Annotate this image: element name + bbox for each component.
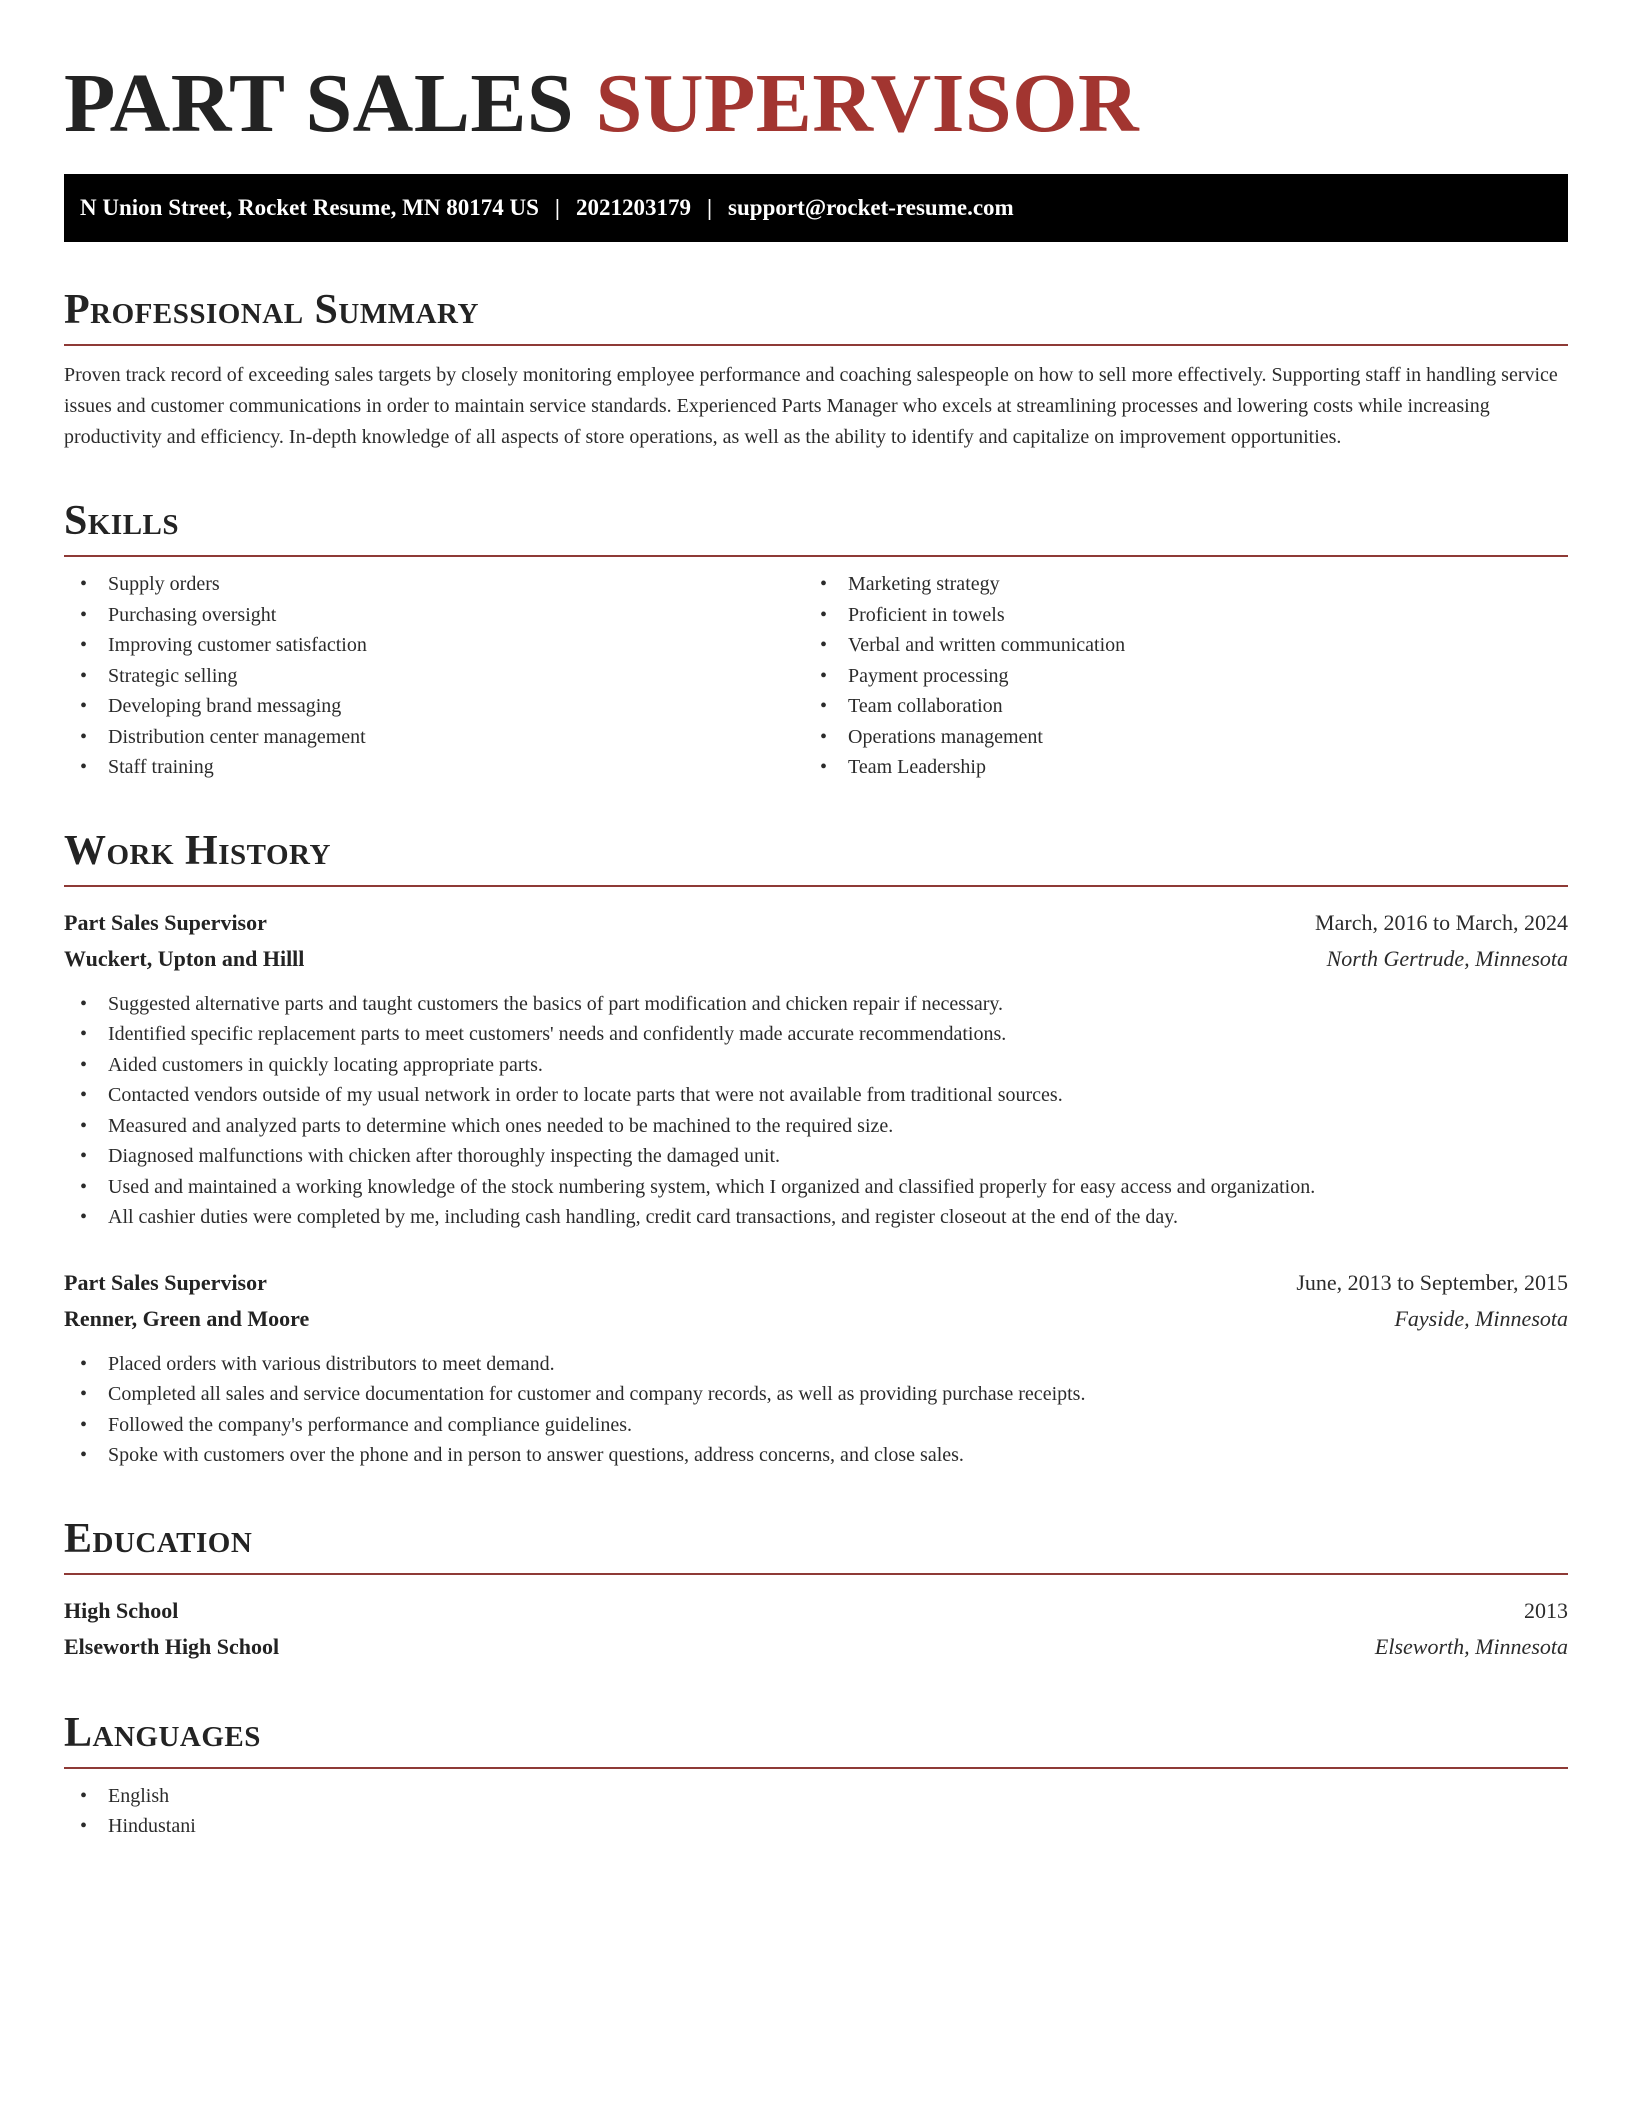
- education-entry: [64, 1593, 1568, 1665]
- skill-item: • Payment processing: [804, 661, 1544, 692]
- job-bullet: • Spoke with customers over the phone and in person to answer questions, address concerns, and close sales.: [64, 1440, 1568, 1471]
- skill-item: • Operations management: [804, 722, 1544, 753]
- job-location: North Gertrude, Minnesota: [1326, 945, 1568, 971]
- skill-item: • Purchasing oversight: [64, 600, 804, 631]
- contact-phone: 2021203179: [575, 195, 691, 220]
- skill-item: • Developing brand messaging: [64, 691, 804, 722]
- contact-email: support@rocket-resume.com: [728, 195, 1014, 220]
- education-school: Elseworth High School: [64, 1633, 280, 1659]
- section-title-languages: Languages: [64, 1709, 1568, 1769]
- job-dates: June, 2013 to September, 2015: [1296, 1269, 1568, 1295]
- skill-item: • Distribution center management: [64, 722, 804, 753]
- education-header-row: [64, 1593, 1568, 1629]
- job-company: Renner, Green and Moore: [64, 1305, 310, 1331]
- section-title-skills: Skills: [64, 497, 1568, 557]
- job-bullets: [64, 989, 1568, 1233]
- education-year: 2013: [1524, 1597, 1568, 1623]
- name-accent: SUPERVISOR: [595, 57, 1140, 150]
- skill-item: • Improving customer satisfaction: [64, 630, 804, 661]
- skills-section: [64, 497, 1568, 783]
- job-bullet: • Followed the company's performance and compliance guidelines.: [64, 1410, 1568, 1441]
- job-role: Part Sales Supervisor: [64, 909, 267, 935]
- contact-bar: [64, 174, 1568, 242]
- education-degree: High School: [64, 1597, 179, 1623]
- job-bullet: • Used and maintained a working knowledge of the stock numbering system, which I organized and classified properly for easy access and organization.: [64, 1172, 1568, 1203]
- skill-item: • Proficient in towels: [804, 600, 1544, 631]
- job-company: Wuckert, Upton and Hilll: [64, 945, 305, 971]
- work-history-section: [64, 827, 1568, 1471]
- job-entry: [64, 905, 1568, 1233]
- name-main: PART SALES: [64, 57, 575, 150]
- skills-list-left: [64, 569, 804, 783]
- skill-item: • Marketing strategy: [804, 569, 1544, 600]
- resume-name: [64, 56, 1568, 152]
- languages-list: [64, 1781, 1568, 1842]
- contact-address: N Union Street, Rocket Resume, MN 80174 US: [80, 195, 539, 220]
- summary-section: [64, 286, 1568, 453]
- skill-item: • Staff training: [64, 752, 804, 783]
- job-bullet: • Diagnosed malfunctions with chicken after thoroughly inspecting the damaged unit.: [64, 1141, 1568, 1172]
- job-location: Fayside, Minnesota: [1394, 1305, 1568, 1331]
- job-company-row: [64, 941, 1568, 977]
- section-title-work-history: Work History: [64, 827, 1568, 887]
- job-bullet: • Identified specific replacement parts to meet customers' needs and confidently made accurate recommendations.: [64, 1019, 1568, 1050]
- skill-item: • Strategic selling: [64, 661, 804, 692]
- job-bullet: • Suggested alternative parts and taught customers the basics of part modification and chicken repair if necessary.: [64, 989, 1568, 1020]
- job-bullet: • Placed orders with various distributors to meet demand.: [64, 1349, 1568, 1380]
- job-company-row: [64, 1301, 1568, 1337]
- contact-separator: |: [554, 195, 560, 220]
- skills-list-right: [804, 569, 1544, 783]
- skills-columns: [64, 557, 1568, 783]
- skill-item: • Team Leadership: [804, 752, 1544, 783]
- contact-separator: |: [706, 195, 713, 220]
- summary-text: Proven track record of exceeding sales targets by closely monitoring employee performance and coaching salespeople on how to sell more effectively. Supporting staff in handling service issues and customer communications in order to maintain service standards. Experienced Parts Manager who excels at streamlining processes and lowering costs while increasing productivity and efficiency. In-depth knowledge of all aspects of store operations, as well as the ability to identify and capitalize on improvement opportunities.: [64, 364, 1558, 448]
- job-bullet: • Aided customers in quickly locating appropriate parts.: [64, 1050, 1568, 1081]
- language-item: • English: [64, 1781, 1568, 1812]
- job-role: Part Sales Supervisor: [64, 1269, 267, 1295]
- skill-item: • Team collaboration: [804, 691, 1544, 722]
- languages-section: [64, 1709, 1568, 1842]
- job-bullets: [64, 1349, 1568, 1471]
- job-dates: March, 2016 to March, 2024: [1315, 909, 1568, 935]
- job-bullet: • All cashier duties were completed by me, including cash handling, credit card transactions, and register closeout at the end of the day.: [64, 1202, 1568, 1233]
- job-bullet: • Contacted vendors outside of my usual network in order to locate parts that were not available from traditional sources.: [64, 1080, 1568, 1111]
- job-header-row: [64, 1265, 1568, 1301]
- job-entry: [64, 1265, 1568, 1471]
- skill-item: • Supply orders: [64, 569, 804, 600]
- skill-item: • Verbal and written communication: [804, 630, 1544, 661]
- language-item: • Hindustani: [64, 1811, 1568, 1842]
- education-section: [64, 1515, 1568, 1665]
- job-header-row: [64, 905, 1568, 941]
- resume-content: [64, 56, 1568, 1842]
- job-bullet: • Completed all sales and service documentation for customer and company records, as well as providing purchase receipts.: [64, 1379, 1568, 1410]
- education-school-row: [64, 1629, 1568, 1665]
- education-location: Elseworth, Minnesota: [1374, 1633, 1568, 1659]
- section-title-education: Education: [64, 1515, 1568, 1575]
- job-bullet: • Measured and analyzed parts to determine which ones needed to be machined to the required size.: [64, 1111, 1568, 1142]
- section-title-summary: Professional Summary: [64, 286, 1568, 346]
